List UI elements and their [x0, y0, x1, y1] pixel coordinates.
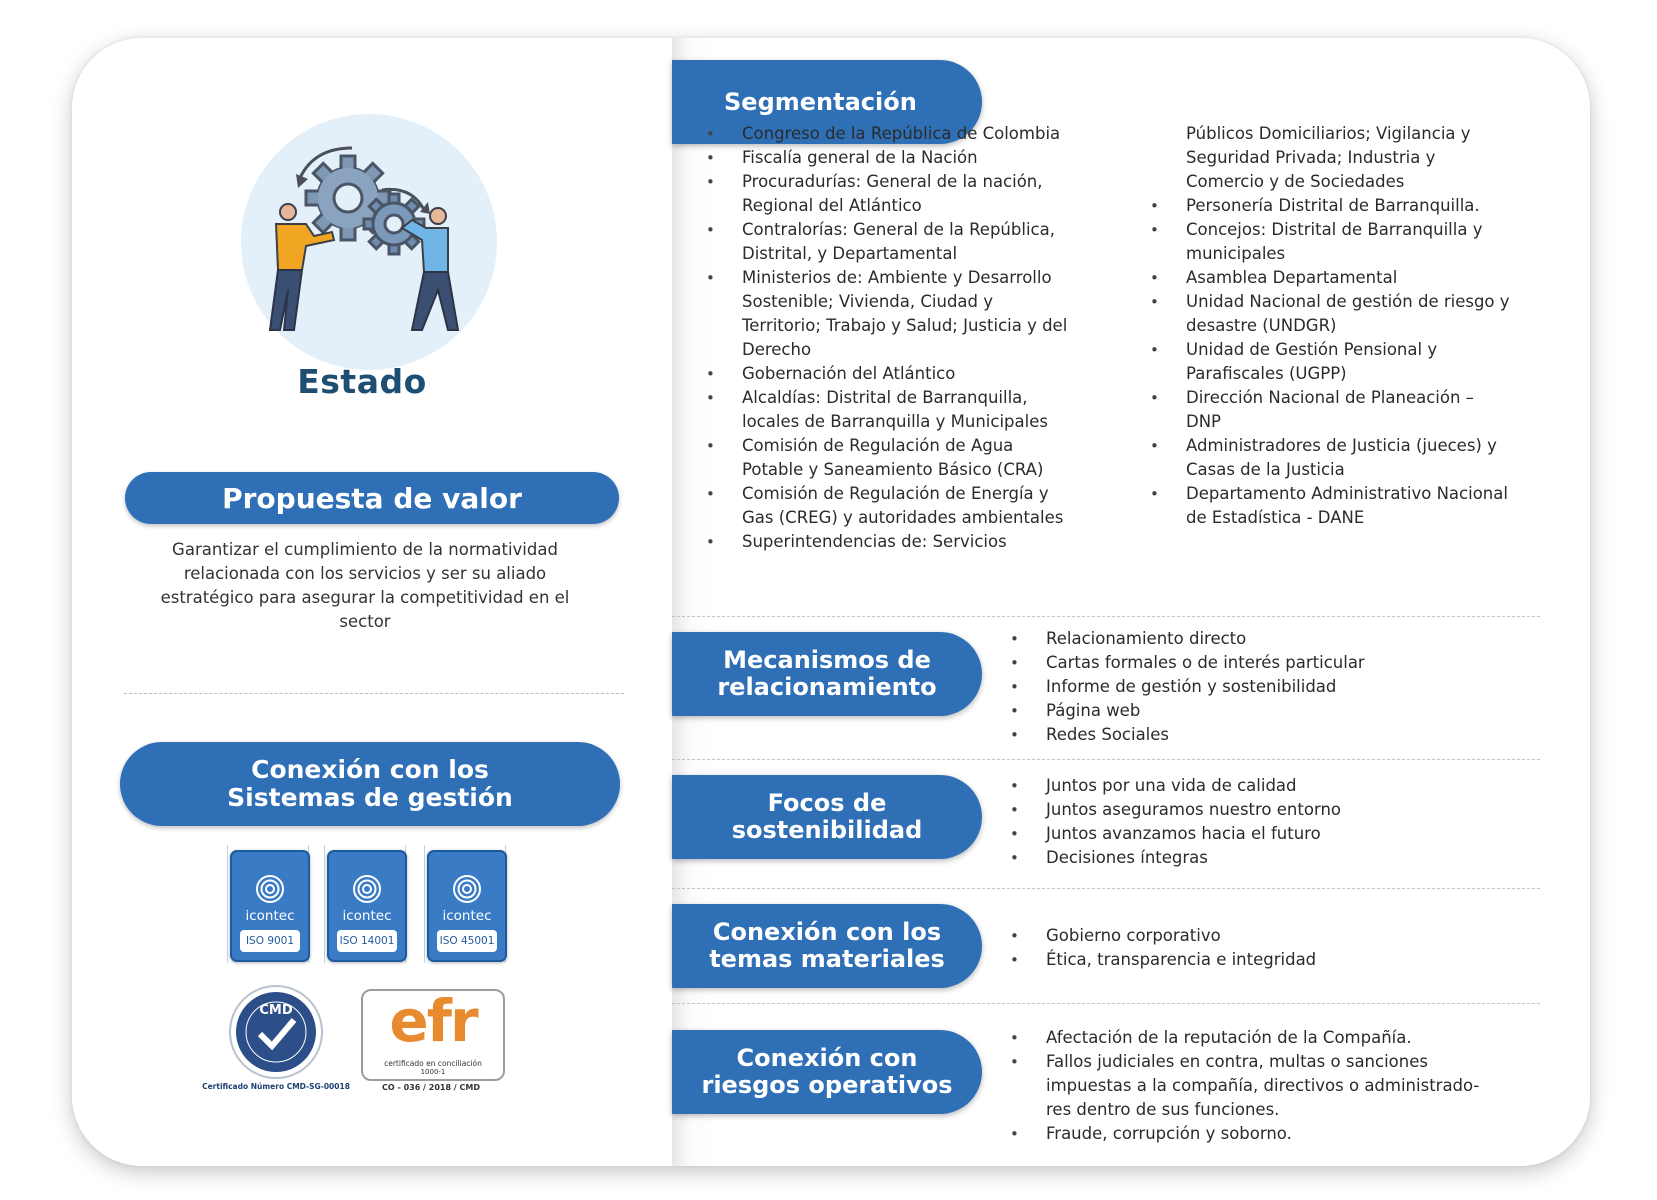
list-item: • Redes Sociales [1010, 723, 1510, 747]
efr-sub: certificado en conciliación [384, 1059, 482, 1068]
efr-logo-text: efr [389, 989, 477, 1055]
cmd-label: CMD [259, 1003, 293, 1018]
list-item: locales de Barranquilla y Municipales [742, 412, 1048, 431]
list-item: • Gobernación del Atlántico [706, 362, 1116, 386]
list-item: Derecho [742, 340, 812, 359]
divider [672, 616, 1540, 617]
list-item: • Alcaldías: Distrital de Barranquilla, [706, 386, 1116, 410]
list-item: municipales [1186, 244, 1286, 263]
list-item: DNP [1186, 412, 1221, 431]
conexion-sistemas-line2: Sistemas de gestión [227, 783, 513, 812]
list-item: Sostenible; Vivienda, Ciudad y [742, 292, 994, 311]
gears-teamwork-icon [262, 140, 492, 350]
list-item: de Estadística - DANE [1186, 508, 1365, 527]
focos-heading [672, 775, 982, 859]
efr-sub2: 1000-1 [420, 1068, 446, 1076]
list-item: • Concejos: Distrital de Barranquilla y [1150, 218, 1550, 242]
list-item: • Departamento Administrativo Nacional [1150, 482, 1550, 506]
iso-badge-45001 [427, 850, 507, 962]
list-item: Potable y Saneamiento Básico (CRA) [742, 460, 1044, 479]
propuesta-heading [125, 472, 619, 524]
temas-heading [672, 904, 982, 988]
cmd-cert-number: Certificado Número CMD-SG-00018 [202, 1082, 350, 1091]
list-item: impuestas a la compañía, directivos o administrado- [1046, 1076, 1480, 1095]
list-item: • Comisión de Regulación de Agua [706, 434, 1116, 458]
iso-code: ISO 45001 [437, 930, 497, 952]
cmd-check-seal-icon [228, 984, 324, 1080]
focos-line1: Focos de [767, 789, 887, 817]
riesgos-line1: Conexión con [736, 1044, 918, 1072]
list-item: Seguridad Privada; Industria y [1186, 148, 1436, 167]
mecanismos-line1: Mecanismos de [723, 646, 931, 674]
iso-badge-9001 [230, 850, 310, 962]
list-item: • Fallos judiciales en contra, multas o sanciones [1010, 1050, 1510, 1074]
list-item: • Fiscalía general de la Nación [706, 146, 1116, 170]
list-item: • Afectación de la reputación de la Compañía. [1010, 1026, 1510, 1050]
list-item: Parafiscales (UGPP) [1186, 364, 1347, 383]
list-item: • Contralorías: General de la República, [706, 218, 1116, 242]
riesgos-list [1010, 1026, 1510, 1146]
list-item: • Superintendencias de: Servicios [706, 530, 1116, 554]
list-item: • Congreso de la República de Colombia [706, 122, 1116, 146]
efr-code: CO - 036 / 2018 / CMD [382, 1083, 480, 1092]
list-item: • Unidad de Gestión Pensional y [1150, 338, 1550, 362]
segmentacion-heading-label: Segmentación [724, 87, 917, 116]
list-item: • Procuradurías: General de la nación, [706, 170, 1116, 194]
list-item: • Decisiones íntegras [1010, 846, 1510, 870]
list-item: Gas (CREG) y autoridades ambientales [742, 508, 1064, 527]
divider [672, 759, 1540, 760]
icontec-ring-icon [452, 874, 482, 904]
iso-code: ISO 14001 [337, 930, 397, 952]
list-item: • Juntos aseguramos nuestro entorno [1010, 798, 1510, 822]
divider [672, 1003, 1540, 1004]
riesgos-line2: riesgos operativos [701, 1071, 953, 1099]
iso-badge-14001 [327, 850, 407, 962]
segmentacion-list-col2 [1150, 122, 1550, 530]
list-item: Distrital, y Departamental [742, 244, 958, 263]
list-item: • Página web [1010, 699, 1510, 723]
iso-code: ISO 9001 [240, 930, 300, 952]
list-item: • Gobierno corporativo [1010, 924, 1510, 948]
iso-brand: icontec [442, 908, 492, 924]
list-item: • Juntos avanzamos hacia el futuro [1010, 822, 1510, 846]
list-item: • Cartas formales o de interés particular [1010, 651, 1510, 675]
list-item: Territorio; Trabajo y Salud; Justicia y del [742, 316, 1068, 335]
list-item: res dentro de sus funciones. [1046, 1100, 1280, 1119]
divider [672, 888, 1540, 889]
list-item: • Juntos por una vida de calidad [1010, 774, 1510, 798]
iso-brand: icontec [342, 908, 392, 924]
list-item: • Informe de gestión y sostenibilidad [1010, 675, 1510, 699]
icontec-ring-icon [255, 874, 285, 904]
list-item: • Personería Distrital de Barranquilla. [1150, 194, 1550, 218]
list-item: • Asamblea Departamental [1150, 266, 1550, 290]
list-item: • Relacionamiento directo [1010, 627, 1510, 651]
icontec-ring-icon [352, 874, 382, 904]
list-item: • Administradores de Justicia (jueces) y [1150, 434, 1550, 458]
focos-list [1010, 774, 1510, 870]
mecanismos-list [1010, 627, 1510, 747]
segmentacion-list-col1 [706, 122, 1116, 554]
conexion-sistemas-heading [120, 742, 620, 826]
iso-brand: icontec [245, 908, 295, 924]
page-title: Estado [297, 362, 427, 401]
efr-logo [361, 989, 505, 1081]
list-item: • Dirección Nacional de Planeación – [1150, 386, 1550, 410]
list-item: desastre (UNDGR) [1186, 316, 1337, 335]
riesgos-heading [672, 1030, 982, 1114]
divider [124, 693, 624, 694]
temas-list [1010, 924, 1510, 972]
list-item: • Ministerios de: Ambiente y Desarrollo [706, 266, 1116, 290]
conexion-sistemas-line1: Conexión con los [251, 755, 489, 784]
list-item: • Comisión de Regulación de Energía y [706, 482, 1116, 506]
list-item: • Unidad Nacional de gestión de riesgo y [1150, 290, 1550, 314]
list-item: • Fraude, corrupción y soborno. [1010, 1122, 1510, 1146]
mecanismos-line2: relacionamiento [717, 673, 937, 701]
list-item: Comercio y de Sociedades [1186, 172, 1405, 191]
propuesta-heading-label: Propuesta de valor [222, 481, 522, 515]
temas-line2: temas materiales [709, 945, 945, 973]
list-item: Casas de la Justicia [1186, 460, 1345, 479]
temas-line1: Conexión con los [712, 918, 942, 946]
list-item: • Ética, transparencia e integridad [1010, 948, 1510, 972]
mecanismos-heading [672, 632, 982, 716]
list-item: Públicos Domiciliarios; Vigilancia y [1186, 124, 1471, 143]
propuesta-text: Garantizar el cumplimiento de la normatividad relacionada con los servicios y ser su aliado estratégico para asegurar la competitividad en el sector [160, 540, 570, 631]
focos-line2: sostenibilidad [731, 816, 923, 844]
list-item: Regional del Atlántico [742, 196, 922, 215]
